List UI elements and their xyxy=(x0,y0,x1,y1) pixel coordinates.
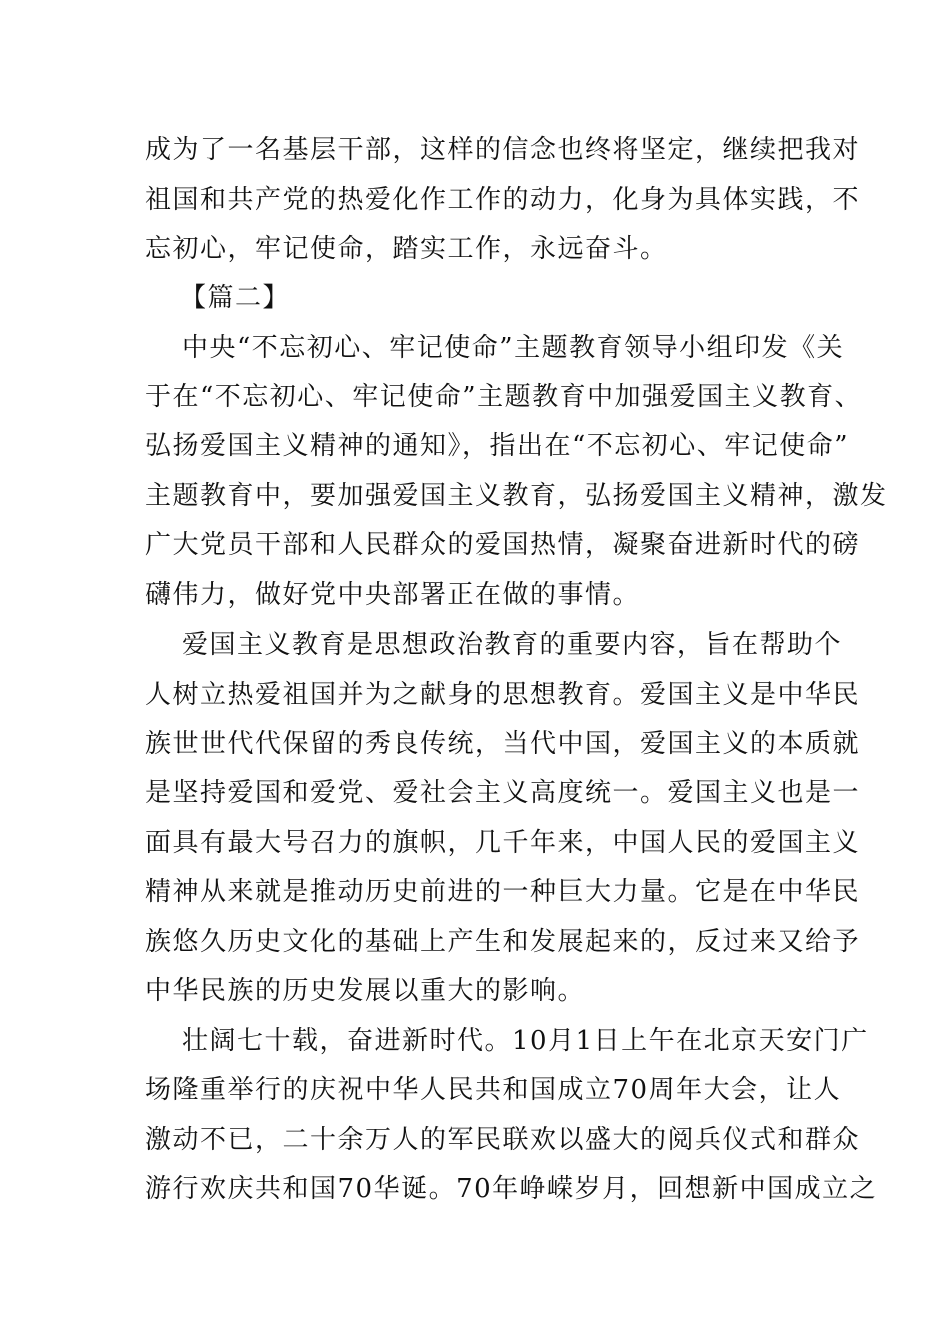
text-line: 中华民族的历史发展以重大的影响。 xyxy=(145,976,586,1006)
text-line: 忘初心，牢记使命，踏实工作，永远奋斗。 xyxy=(145,234,668,264)
text-line: 礴伟力，做好党中央部署正在做的事情。 xyxy=(145,580,641,610)
text-line: 祖国和共产党的热爱化作工作的动力，化身为具体实践，不 xyxy=(145,185,861,215)
text-line: 游行欢庆共和国70华诞。70年峥嵘岁月，回想新中国成立之 xyxy=(145,1174,878,1204)
section-heading: 【篇二】 xyxy=(180,283,291,313)
text-line: 激动不已，二十余万人的军民联欢以盛大的阅兵仪式和群众 xyxy=(145,1125,861,1155)
text-line: 主题教育中，要加强爱国主义教育，弘扬爱国主义精神，激发 xyxy=(145,481,888,511)
text-line: 成为了一名基层干部，这样的信念也终将坚定，继续把我对 xyxy=(145,135,861,165)
text-line: 族悠久历史文化的基础上产生和发展起来的，反过来又给予 xyxy=(145,927,861,957)
text-line: 人树立热爱祖国并为之献身的思想教育。爱国主义是中华民 xyxy=(145,680,861,710)
paragraph-first-line: 壮阔七十载，奋进新时代。10月1日上午在北京天安门广 xyxy=(182,1026,869,1056)
text-line: 是坚持爱国和爱党、爱社会主义高度统一。爱国主义也是一 xyxy=(145,778,861,808)
text-line: 面具有最大号召力的旗帜，几千年来，中国人民的爱国主义 xyxy=(145,828,861,858)
text-line: 弘扬爱国主义精神的通知》，指出在“不忘初心、牢记使命” xyxy=(145,431,850,461)
text-line: 广大党员干部和人民群众的爱国热情，凝聚奋进新时代的磅 xyxy=(145,530,861,560)
text-line: 于在“不忘初心、牢记使命”主题教育中加强爱国主义教育、 xyxy=(145,382,863,412)
text-line: 族世世代代保留的秀良传统，当代中国，爱国主义的本质就 xyxy=(145,729,861,759)
paragraph-first-line: 中央“不忘初心、牢记使命”主题教育领导小组印发《关 xyxy=(182,333,845,363)
text-line: 精神从来就是推动历史前进的一种巨大力量。它是在中华民 xyxy=(145,877,861,907)
text-line: 场隆重举行的庆祝中华人民共和国成立70周年大会，让人 xyxy=(145,1075,842,1105)
paragraph-first-line: 爱国主义教育是思想政治教育的重要内容，旨在帮助个 xyxy=(182,630,843,660)
